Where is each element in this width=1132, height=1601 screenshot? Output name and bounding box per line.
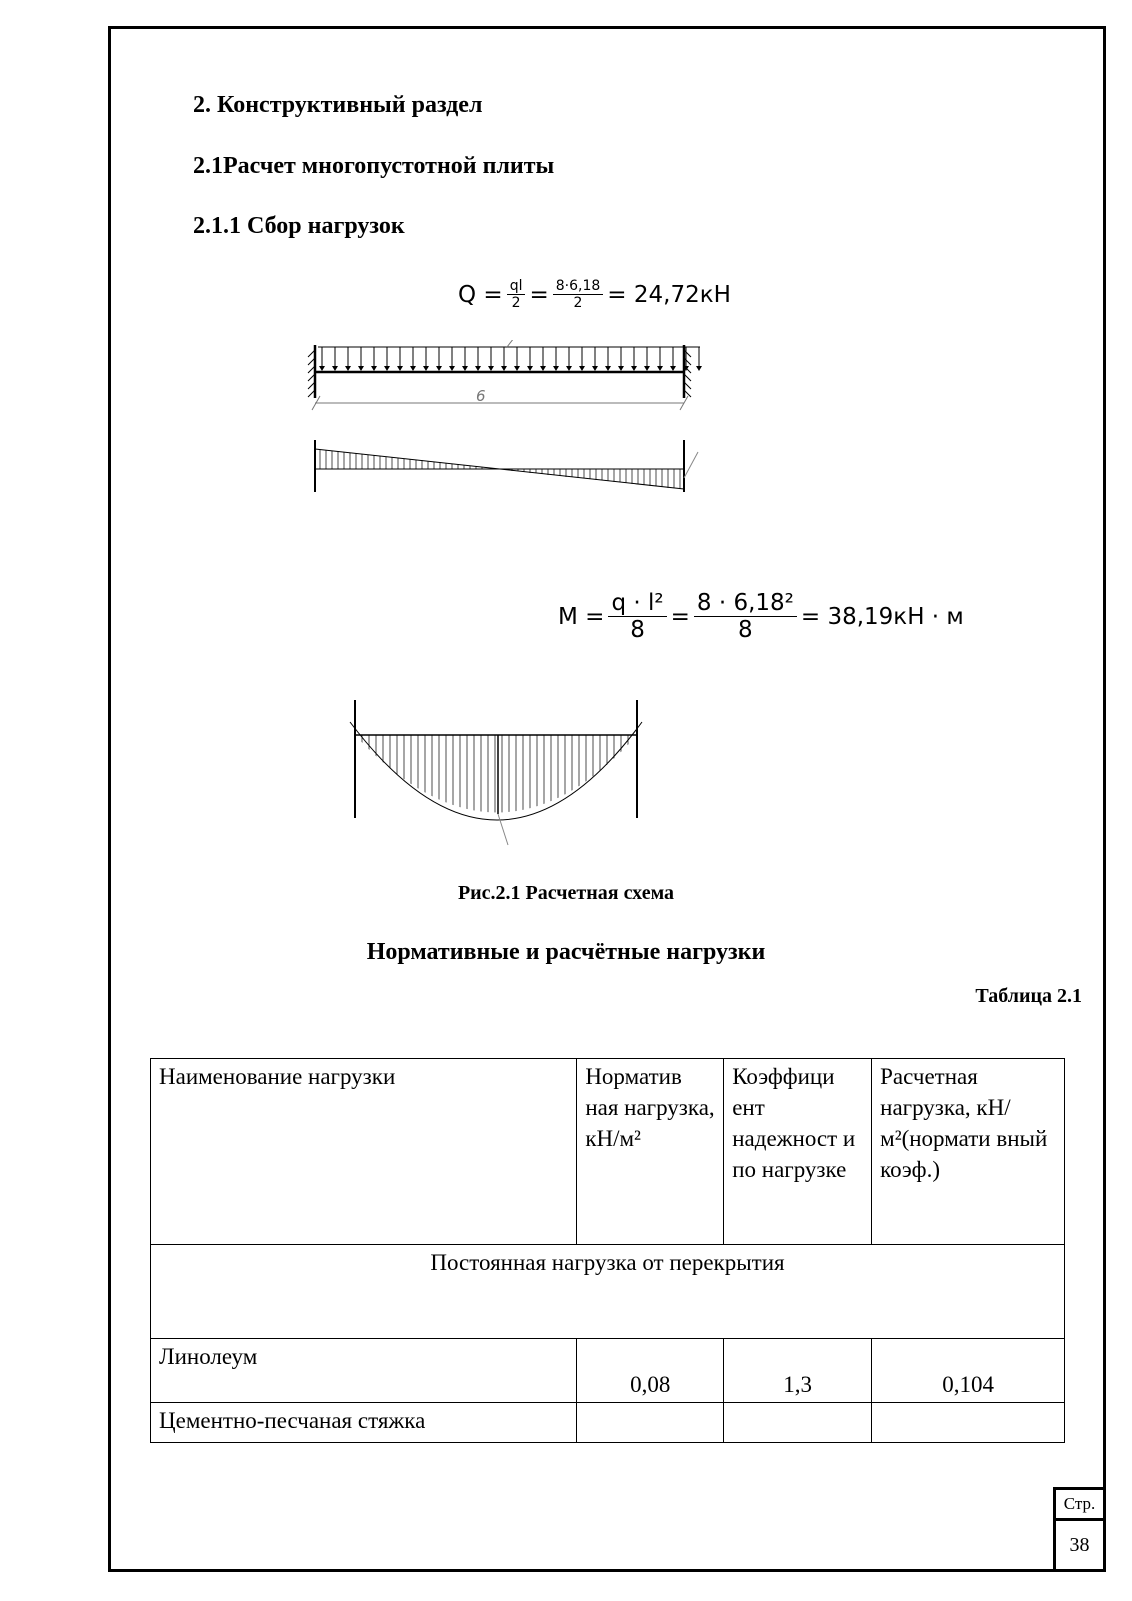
row-design — [872, 1403, 1065, 1443]
moment-fraction-1-denominator: 8 — [630, 617, 645, 644]
row-design: 0,104 — [872, 1339, 1065, 1403]
row-coefficient — [724, 1403, 872, 1443]
shear-fraction-1 — [507, 278, 526, 311]
row-coefficient: 1,3 — [724, 1339, 872, 1403]
moment-formula-result: = 38,19кН · м — [800, 603, 964, 630]
moment-formula — [558, 590, 964, 644]
moment-fraction-1-numerator: q · l² — [608, 590, 666, 617]
loads-table — [150, 1058, 1065, 1443]
shear-formula-result: = 24,72кН — [607, 281, 731, 308]
shear-fraction-1-denominator: 2 — [511, 295, 521, 312]
shear-fraction-2-numerator: 8·6,18 — [553, 278, 604, 295]
subsection-heading: 2.1Расчет многопустотной плиты — [193, 153, 555, 179]
row-name: Линолеум — [151, 1339, 577, 1403]
table-section-row — [151, 1245, 1065, 1339]
moment-fraction-2-numerator: 8 · 6,18² — [694, 590, 797, 617]
table-row — [151, 1403, 1065, 1443]
header-design-load: Расчетная нагрузка, кН/м²(нормати вный коэф.) — [872, 1059, 1065, 1245]
table-header-row — [151, 1059, 1065, 1245]
header-load-name: Наименование нагрузки — [151, 1059, 577, 1245]
page-number: 38 — [1053, 1518, 1106, 1572]
section-row-label: Постоянная нагрузка от перекрытия — [151, 1245, 1065, 1339]
shear-fraction-2-denominator: 2 — [573, 295, 583, 312]
shear-formula — [458, 278, 731, 311]
table-label: Таблица 2.1 — [975, 985, 1082, 1007]
subsubsection-heading: 2.1.1 Сбор нагрузок — [193, 213, 405, 239]
moment-fraction-2 — [694, 590, 797, 644]
moment-fraction-1 — [608, 590, 666, 644]
shear-force-diagram — [310, 440, 720, 510]
moment-formula-equals: = — [670, 603, 690, 630]
figure-caption: Рис.2.1 Расчетная схема — [457, 882, 675, 904]
header-normative-load: Норматив ная нагрузка, кН/м² — [577, 1059, 724, 1245]
row-normative: 0,08 — [577, 1339, 724, 1403]
moment-leader-line — [498, 814, 508, 845]
row-name: Цементно-песчаная стяжка — [151, 1403, 577, 1443]
load-arrowheads — [319, 366, 702, 371]
page-stamp-label: Стр. — [1053, 1487, 1106, 1521]
bending-moment-diagram — [340, 700, 650, 860]
moment-curve — [350, 722, 642, 820]
shear-fraction-2 — [553, 278, 604, 311]
header-reliability-coefficient: Коэффици ент надежност и по нагрузке — [724, 1059, 872, 1245]
shear-leader-line — [684, 452, 698, 478]
span-label: 6 — [476, 387, 486, 405]
section-heading: 2. Конструктивный раздел — [193, 92, 483, 118]
table-row — [151, 1339, 1065, 1403]
load-arrows — [322, 347, 699, 370]
shear-formula-lhs: Q = — [458, 281, 503, 308]
row-normative — [577, 1403, 724, 1443]
moment-hatching — [362, 735, 628, 820]
load-leader-line — [507, 340, 514, 347]
shear-formula-equals: = — [529, 281, 549, 308]
moment-fraction-2-denominator: 8 — [738, 617, 753, 644]
table-title: Нормативные и расчётные нагрузки — [366, 939, 766, 965]
beam-load-diagram — [300, 340, 720, 420]
moment-formula-lhs: М = — [558, 603, 605, 630]
shear-fraction-1-numerator: ql — [507, 278, 526, 295]
